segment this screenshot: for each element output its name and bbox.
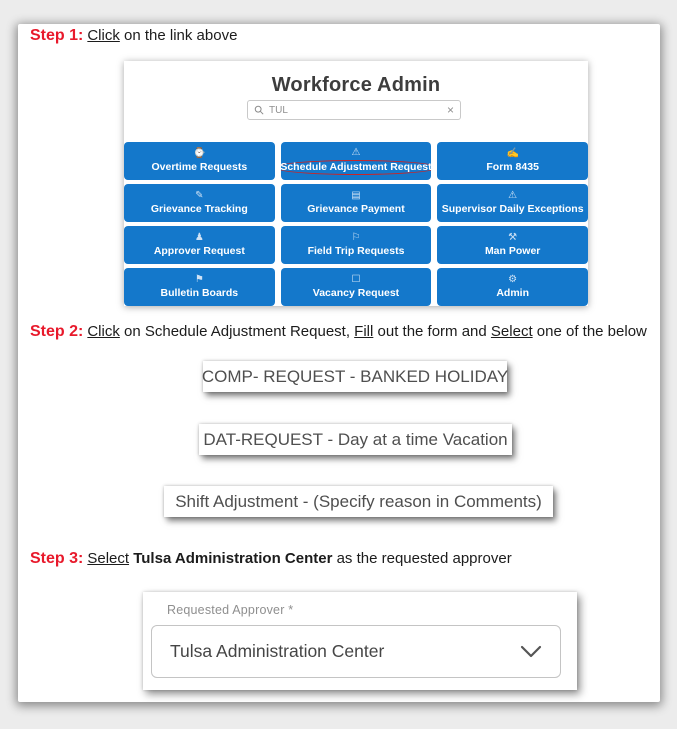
red-highlight-ellipse: Schedule Adjustment Request [281, 160, 432, 175]
person-lock-icon: ♟ [194, 232, 204, 243]
tile-bulletin-boards[interactable]: ⚑ Bulletin Boards [124, 268, 275, 306]
warning-triangle-icon: ⚠ [508, 190, 518, 201]
step-3-select-word: Select [87, 550, 130, 567]
step-1-label: Step 1: [30, 27, 84, 44]
step-1-click-word: Click [87, 27, 120, 44]
tile-overtime-requests[interactable]: ⌚ Overtime Requests [124, 142, 275, 180]
step-1-text: on the link above [119, 27, 238, 44]
person-running-icon: ✍ [506, 148, 519, 159]
tile-supervisor-daily-exceptions[interactable]: ⚠ Supervisor Daily Exceptions [437, 184, 588, 222]
chevron-down-icon [520, 645, 542, 658]
step-3-label: Step 3: [30, 550, 84, 567]
requested-approver-card [143, 592, 577, 690]
search-input[interactable] [247, 100, 461, 120]
step-1-instruction [30, 26, 237, 46]
pencil-edit-icon: ✎ [195, 190, 204, 201]
requested-approver-label: Requested Approver * [167, 603, 294, 617]
option-comp-request[interactable]: COMP- REQUEST - BANKED HOLIDAY [203, 361, 507, 392]
tile-field-trip-requests[interactable]: ⚐ Field Trip Requests [281, 226, 432, 264]
workforce-admin-panel [124, 61, 588, 306]
tile-schedule-adjustment-request[interactable] [281, 142, 432, 180]
tile-vacancy-request[interactable]: ☐ Vacancy Request [281, 268, 432, 306]
requested-approver-dropdown[interactable] [151, 625, 561, 678]
step-2-instruction: Step 2: Click on Schedule Adjustment Request, Fill out the form and Select one of the below [30, 323, 647, 340]
option-dat-request[interactable]: DAT-REQUEST - Day at a time Vacation [199, 424, 512, 455]
step-2-click-word: Click [87, 323, 120, 340]
step-3-approver-name: Tulsa Administration Center [133, 550, 333, 567]
step-2-fill-word: Fill [354, 323, 374, 340]
bus-icon: ⚐ [351, 232, 361, 243]
people-icon: ⚒ [508, 232, 518, 243]
step-3-instruction: Step 3: Select Tulsa Administration Center as the requested approver [30, 550, 512, 567]
clear-search-icon[interactable]: × [446, 103, 454, 117]
tile-admin[interactable]: ⚙ Admin [437, 268, 588, 306]
tile-man-power[interactable]: ⚒ Man Power [437, 226, 588, 264]
option-shift-adjustment[interactable]: Shift Adjustment - (Specify reason in Comments) [164, 486, 553, 517]
warning-triangle-icon: ⚠ [351, 147, 361, 158]
requested-approver-value: Tulsa Administration Center [170, 641, 385, 661]
step-2-label: Step 2: [30, 323, 84, 340]
search-value: TUL [269, 104, 288, 116]
tile-form-8435[interactable]: ✍ Form 8435 [437, 142, 588, 180]
search-icon [254, 105, 264, 115]
tile-grievance-tracking[interactable]: ✎ Grievance Tracking [124, 184, 275, 222]
workforce-admin-title: Workforce Admin [271, 74, 441, 96]
person-clock-icon: ⌚ [193, 148, 206, 159]
tile-grievance-payment[interactable]: ▤ Grievance Payment [281, 184, 432, 222]
tile-grid [124, 142, 588, 306]
step-2-select-word: Select [490, 323, 533, 340]
tile-approver-request[interactable]: ♟ Approver Request [124, 226, 275, 264]
gear-icon: ⚙ [508, 274, 518, 285]
pin-icon: ⚑ [194, 274, 204, 285]
payment-card-icon: ▤ [351, 190, 361, 201]
briefcase-icon: ☐ [351, 274, 361, 285]
